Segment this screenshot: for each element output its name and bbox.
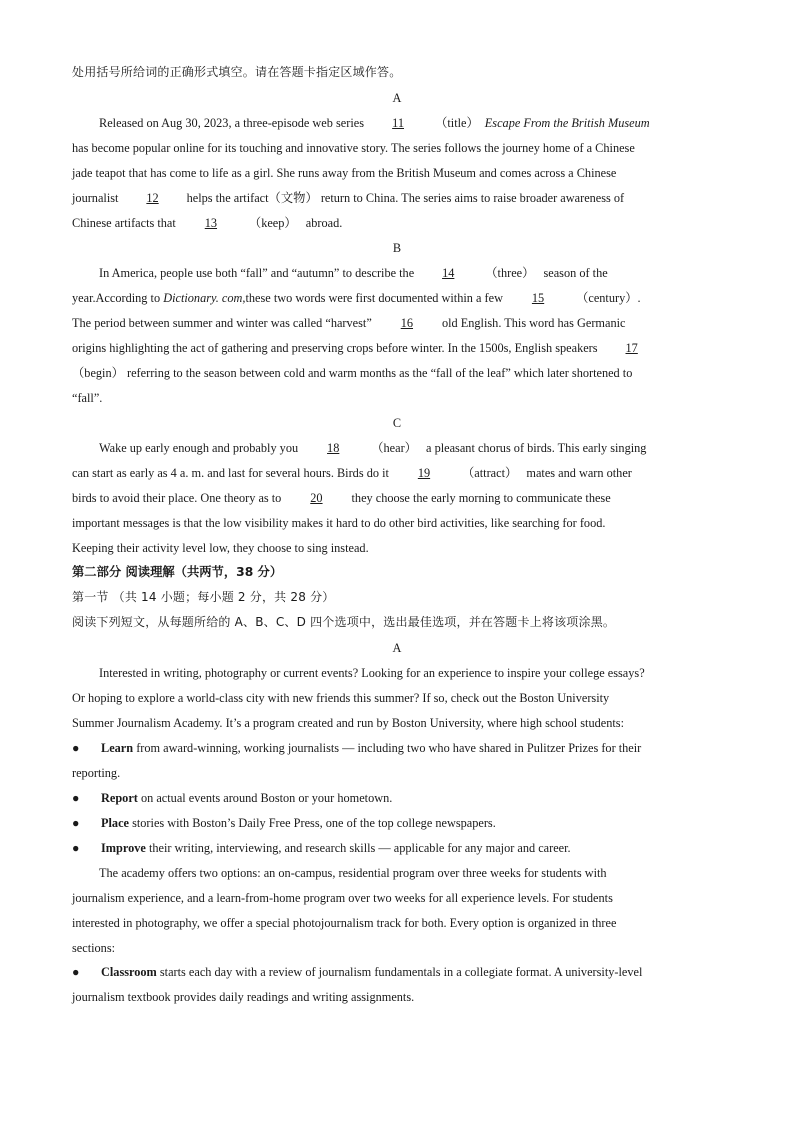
- section-one-title: 第一节 （共 14 小题；每小题 2 分，共 28 分）: [72, 590, 335, 604]
- passage-b-line-2: year.According to Dictionary. com,these two words were first documented within a few 15 （century）.: [72, 291, 641, 305]
- hint-15: （century）.: [576, 291, 641, 305]
- reading-a-para2-line-3: interested in photography, we offer a special photojournalism track for both. Every option is organized in three: [72, 916, 617, 930]
- bullet-icon: ●: [72, 965, 80, 979]
- reading-a-para2-line-1: The academy offers two options: an on-campus, residential program over three weeks for students with: [99, 866, 607, 880]
- passage-a-line-4: journalist 12 helps the artifact（文物） return to China. The series aims to raise broader awareness of: [72, 191, 625, 205]
- blank-12[interactable]: 12: [146, 191, 159, 205]
- bullet-improve: Improve their writing, interviewing, and research skills — applicable for any major and career.: [101, 841, 571, 855]
- bullet-place: Place stories with Boston’s Daily Free Press, one of the top college newspapers.: [101, 816, 496, 830]
- blank-16[interactable]: 16: [400, 316, 414, 330]
- intro-instruction: 处用括号所给词的正确形式填空。请在答题卡指定区域作答。: [72, 65, 402, 79]
- reading-heading-a: A: [392, 641, 402, 655]
- blank-19[interactable]: 19: [417, 466, 431, 480]
- bullet-icon: ●: [72, 741, 80, 755]
- hint-14: （three）: [485, 266, 535, 280]
- passage-a-line-5: Chinese artifacts that 13 （keep） abroad.: [72, 216, 343, 230]
- hint-17: （begin）: [72, 366, 124, 380]
- hint-18: （hear）: [371, 441, 417, 455]
- passage-b-line-1: In America, people use both “fall” and “autumn” to describe the 14 （three） season of the: [99, 266, 608, 280]
- blank-15[interactable]: 15: [531, 291, 545, 305]
- bullet-learn: Learn from award-winning, working journalists — including two who have shared in Pulitzer Prizes for their: [101, 741, 642, 755]
- passage-c-line-1: Wake up early enough and probably you 18 （hear） a pleasant chorus of birds. This early singing: [99, 441, 647, 455]
- passage-c-line-2: can start as early as 4 a. m. and last for several hours. Birds do it 19 （attract） mates and warn other: [72, 466, 632, 480]
- bullet-classroom: Classroom starts each day with a review of journalism fundamentals in a collegiate format. A university-level: [101, 965, 643, 979]
- bullet-classroom-cont: journalism textbook provides daily readings and writing assignments.: [72, 990, 415, 1004]
- passage-a-line-2: has become popular online for its touching and innovative story. The series follows the journey home of a Chinese: [72, 141, 635, 155]
- hint-19: （attract）: [461, 466, 518, 480]
- reading-a-line-2: Or hoping to explore a world-class city with new friends this summer? If so, check out the Boston University: [72, 691, 610, 705]
- blank-13[interactable]: 13: [204, 216, 218, 230]
- blank-18[interactable]: 18: [327, 441, 340, 455]
- blank-11[interactable]: 11: [392, 116, 404, 130]
- part-two-title: 第二部分 阅读理解（共两节，38 分）: [72, 565, 283, 579]
- reading-a-para2-line-4: sections:: [72, 941, 116, 955]
- section-heading-b: B: [392, 241, 402, 255]
- source-dictionary: Dictionary. com: [163, 291, 243, 305]
- passage-b-line-4: origins highlighting the act of gathering and preserving crops before winter. In the 1500s, English speakers 17: [72, 339, 724, 357]
- passage-b-line-6: “fall”.: [72, 391, 103, 405]
- bullet-icon: ●: [72, 816, 80, 830]
- bullet-report: Report on actual events around Boston or your hometown.: [101, 791, 393, 805]
- passage-b-line-5: （begin） referring to the season between cold and warm months as the “fall of the leaf” which later shortened to: [72, 366, 633, 380]
- bullet-learn-cont: reporting.: [72, 766, 121, 780]
- passage-a-line-3: jade teapot that has come to life as a girl. She runs away from the British Museum and comes across a Chinese: [72, 166, 617, 180]
- reading-a-para2-line-2: journalism experience, and a learn-from-home program over two weeks for all experience levels. For students: [72, 891, 613, 905]
- series-title: Escape From the British Museum: [484, 116, 650, 130]
- reading-a-line-1: Interested in writing, photography or current events? Looking for an experience to inspire your college essays?: [99, 666, 645, 680]
- section-heading-c: C: [392, 416, 402, 430]
- passage-c-line-3: birds to avoid their place. One theory as to 20 they choose the early morning to communicate these: [72, 491, 611, 505]
- reading-a-line-3: Summer Journalism Academy. It’s a program created and run by Boston University, where high school students:: [72, 716, 624, 730]
- passage-a-line-1: Released on Aug 30, 2023, a three-episode web series 11 （title） Escape From the British Museum: [99, 116, 650, 130]
- passage-b-line-3: The period between summer and winter was called “harvest” 16 old English. This word has Germanic: [72, 316, 626, 330]
- passage-c-line-4: important messages is that the low visibility makes it hard to do other bird activities, like searching for food.: [72, 516, 606, 530]
- bullet-icon: ●: [72, 791, 80, 805]
- hint-13: （keep）: [248, 216, 297, 230]
- reading-instruction: 阅读下列短文，从每题所给的 A、B、C、D 四个选项中，选出最佳选项，并在答题卡上将该项涂黑。: [72, 615, 616, 629]
- blank-14[interactable]: 14: [442, 266, 455, 280]
- hint-11: （title）: [435, 116, 479, 130]
- blank-20[interactable]: 20: [310, 491, 323, 505]
- blank-17[interactable]: 17: [625, 341, 638, 355]
- passage-c-line-5: Keeping their activity level low, they choose to sing instead.: [72, 541, 369, 555]
- section-heading-a: A: [392, 91, 402, 105]
- bullet-icon: ●: [72, 841, 80, 855]
